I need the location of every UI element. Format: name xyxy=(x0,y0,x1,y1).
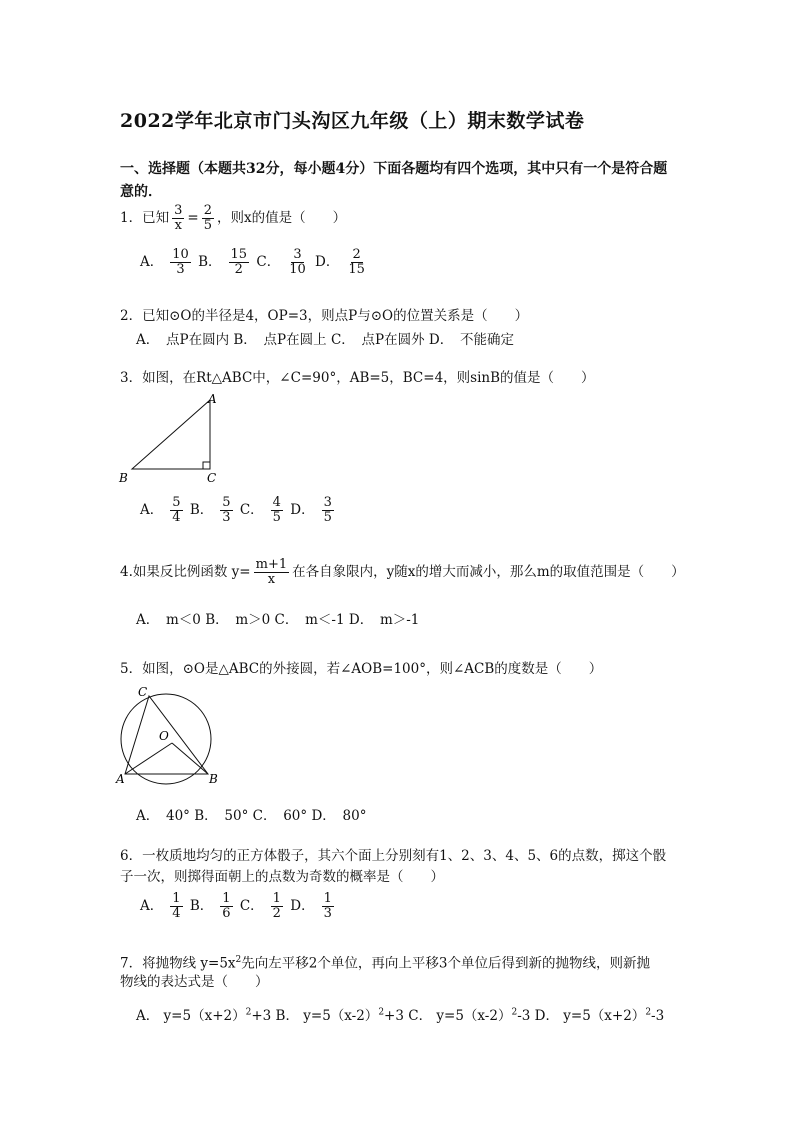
option-c[interactable]: C． $\frac{1}{2}$ xyxy=(239,891,281,921)
question-7-options xyxy=(136,1004,664,1024)
question-6-line-1: 6．一枚质地均匀的正方体骰子，其六个面上分别刻有1、2、3、4、5、6的点数，掷这个骰 xyxy=(120,848,667,864)
q1-fraction-2: $\frac{2}{5}$ xyxy=(203,203,212,233)
option-a[interactable]: A． $\frac{5}{4}$ xyxy=(140,495,181,525)
option-c[interactable]: C． 60° xyxy=(252,808,308,824)
question-5-options xyxy=(136,804,366,824)
option-d[interactable]: D． $\frac{2}{15}$ xyxy=(315,247,365,277)
question-2-options xyxy=(136,328,514,348)
section-heading: 一、选择题（本题共32分，每小题4分）下面各题均有四个选项，其中只有一个是符合题意的． xyxy=(120,161,668,200)
option-a[interactable]: A． 点P在圆内 xyxy=(136,332,230,348)
vertex-label-a: A xyxy=(208,392,217,406)
q4-fraction: $\frac{m+1}{x}$ xyxy=(255,557,288,587)
option-d[interactable]: D． 不能确定 xyxy=(428,332,514,348)
question-2: 2．已知⊙O的半径是4，OP=3，则点P与⊙O的位置关系是（ ） xyxy=(120,308,529,324)
option-d[interactable]: D． 80° xyxy=(311,808,367,824)
option-a[interactable]: A． m＜0 xyxy=(136,612,201,628)
option-b[interactable]: B． $y=5(x-2)^2+3$ xyxy=(275,1007,404,1024)
question-4: 4.如果反比例函数 y= $\frac{m+1}{x}$ 在各自象限内，y随x的增大而减小，那么m的取值范围是（ ） xyxy=(120,557,685,587)
option-a[interactable]: A． $\frac{10}{3}$ xyxy=(140,247,189,277)
vertex-label-b: B xyxy=(119,471,128,485)
option-b[interactable]: B． $\frac{1}{6}$ xyxy=(189,891,231,921)
option-c[interactable]: C． m＜-1 xyxy=(274,612,345,628)
option-b[interactable]: B． 50° xyxy=(194,808,249,824)
option-a[interactable]: A． $y=5(x+2)^2+3$ xyxy=(136,1007,272,1024)
right-triangle-figure xyxy=(112,390,232,490)
option-d[interactable]: D． $\frac{1}{3}$ xyxy=(290,891,332,921)
vertex-label-c: C xyxy=(207,471,217,485)
option-b[interactable]: B． $\frac{15}{2}$ xyxy=(198,247,248,277)
vertex-label-a: A xyxy=(116,772,125,786)
option-b[interactable]: B． m＞0 xyxy=(205,612,271,628)
page-title: 2022学年北京市门头沟区九年级（上）期末数学试卷 xyxy=(120,110,585,132)
question-4-options xyxy=(136,608,419,628)
option-b[interactable]: B． $\frac{5}{3}$ xyxy=(189,495,231,525)
center-label-o: O xyxy=(159,729,169,743)
question-7-line-2: 物线的表达式是（ ） xyxy=(120,974,269,990)
circumscribed-circle-figure xyxy=(112,682,224,790)
option-c[interactable]: C． 点P在圆外 xyxy=(330,332,425,348)
question-5: 5．如图，⊙O是△ABC的外接圆，若∠AOB=100°，则∠ACB的度数是（ ） xyxy=(120,661,603,677)
option-c[interactable]: C． $\frac{4}{5}$ xyxy=(239,495,281,525)
question-7-line-1: 7．将抛物线 $y=5x^2$先向左平移2个单位，再向上平移3个单位后得到新的抛物线，则新抛 xyxy=(120,955,650,972)
option-c[interactable]: C． $y=5(x-2)^2-3$ xyxy=(408,1007,531,1024)
q1-fraction-1: $\frac{3}{x}$ xyxy=(174,203,183,233)
option-a[interactable]: A． 40° xyxy=(136,808,190,824)
option-b[interactable]: B． 点P在圆上 xyxy=(233,332,327,348)
vertex-label-b: B xyxy=(209,772,218,786)
question-1-options xyxy=(140,248,370,277)
question-6-options xyxy=(140,892,337,921)
option-d[interactable]: D． $y=5(x+2)^2-3$ xyxy=(534,1007,665,1024)
option-d[interactable]: D． $\frac{3}{5}$ xyxy=(290,495,332,525)
question-1: 1．已知 $\frac{3}{x}$ = $\frac{2}{5}$ ，则x的值是（ ） xyxy=(120,203,347,233)
vertex-label-c: C xyxy=(138,685,148,699)
question-3-options xyxy=(140,496,337,525)
question-6-line-2: 子一次，则掷得面朝上的点数为奇数的概率是（ ） xyxy=(120,869,444,885)
option-d[interactable]: D． m＞-1 xyxy=(348,612,420,628)
option-a[interactable]: A． $\frac{1}{4}$ xyxy=(140,891,181,921)
option-c[interactable]: C． $\frac{3}{10}$ xyxy=(256,247,306,277)
question-3: 3．如图，在Rt△ABC中，∠C=90°，AB=5，BC=4，则sinB的值是（ ） xyxy=(120,370,595,386)
